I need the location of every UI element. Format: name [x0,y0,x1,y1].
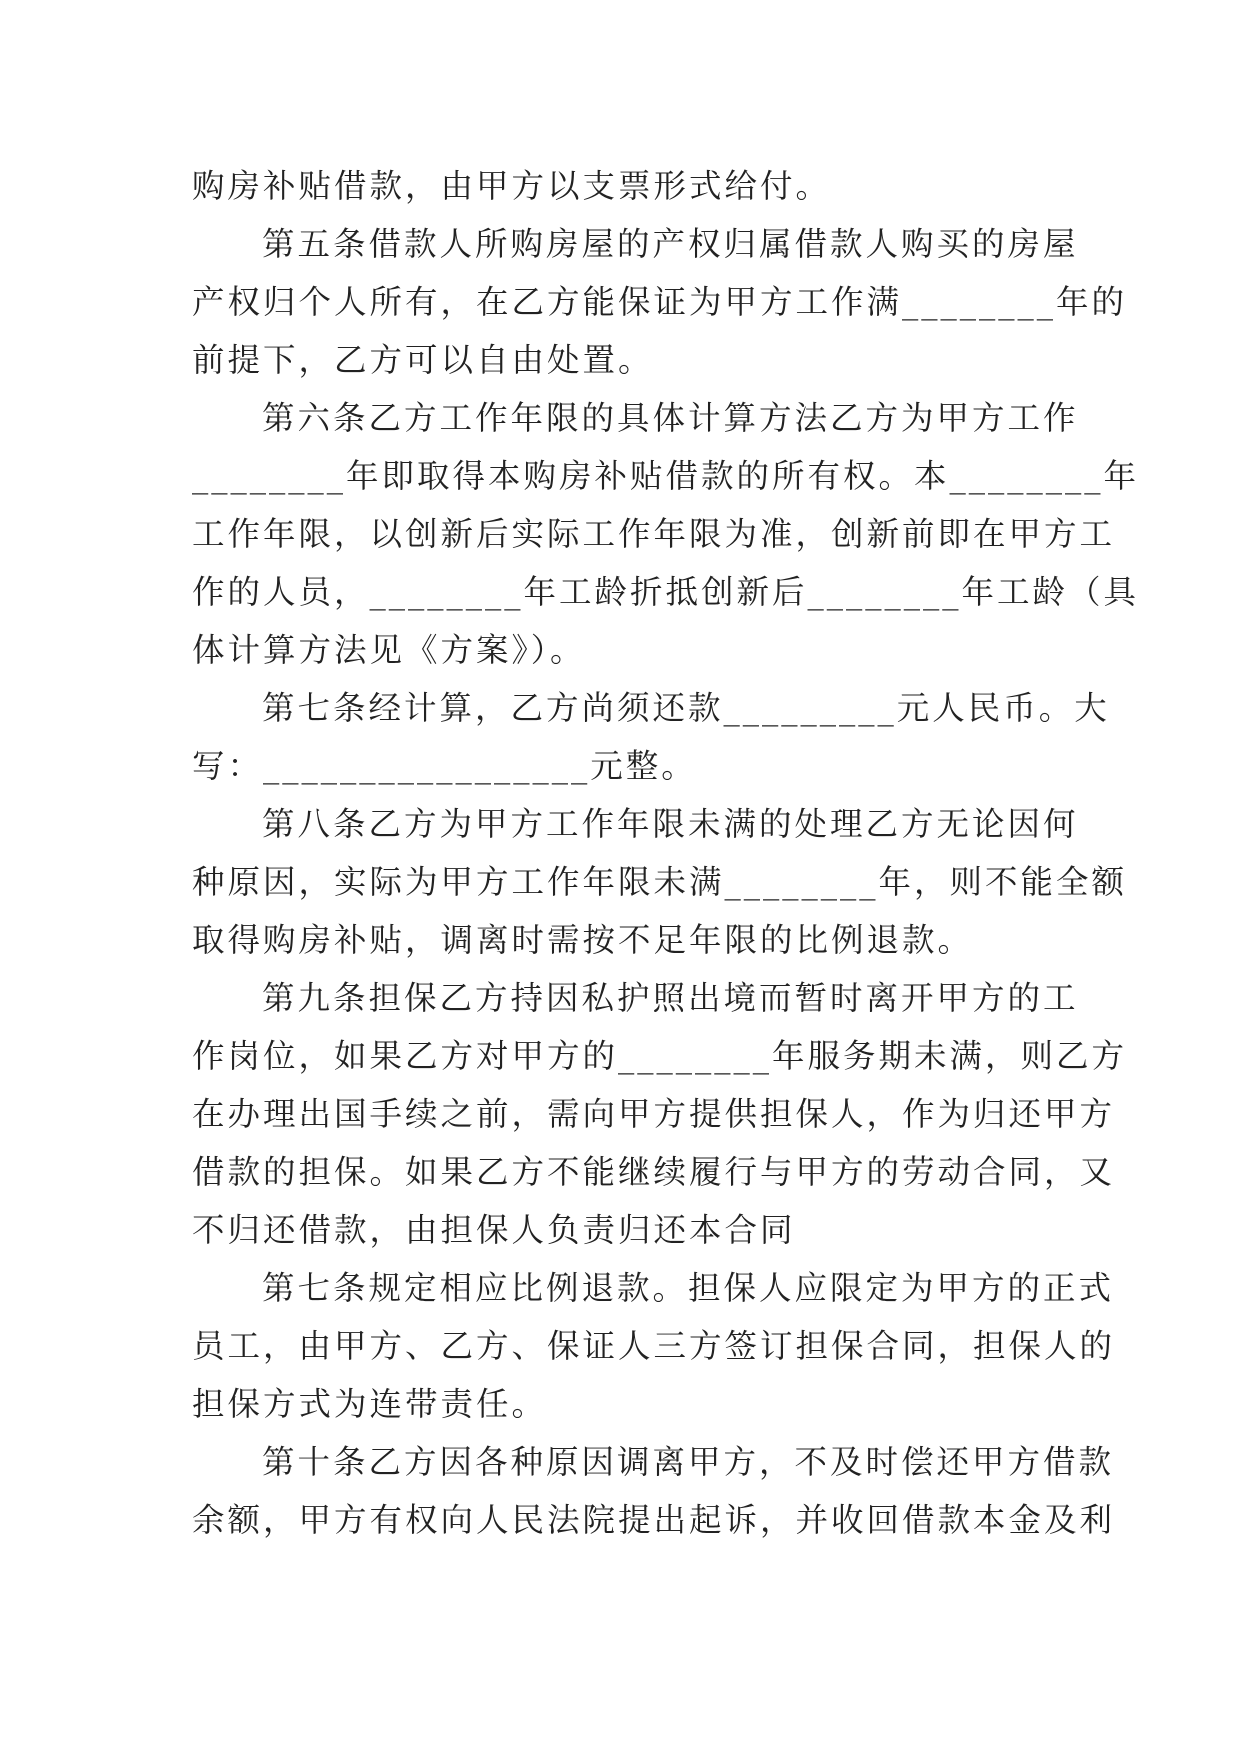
text-line: 第六条乙方工作年限的具体计算方法乙方为甲方工作 [262,399,1079,437]
text-line: 第七条规定相应比例退款。担保人应限定为甲方的正式 [262,1269,1115,1307]
text-line: 担保方式为连带责任。 [192,1385,548,1423]
text-line: 第七条经计算，乙方尚须还款_________元人民币。大 [262,689,1110,727]
text-line: 第十条乙方因各种原因调离甲方，不及时偿还甲方借款 [262,1443,1115,1481]
text-line: 员工，由甲方、乙方、保证人三方签订担保合同，担保人的 [192,1327,1116,1365]
text-line: 第五条借款人所购房屋的产权归属借款人购买的房屋 [262,225,1079,263]
text-line: 作的人员，________年工龄折抵创新后________年工龄（具 [192,573,1140,611]
text-line: 在办理出国手续之前，需向甲方提供担保人，作为归还甲方 [192,1095,1116,1133]
text-line: 余额，甲方有权向人民法院提出起诉，并收回借款本金及利 [192,1501,1116,1539]
text-line: ________年即取得本购房补贴借款的所有权。本________年 [192,457,1140,495]
text-line: 种原因，实际为甲方工作年限未满________年，则不能全额 [192,863,1128,901]
text-line: 产权归个人所有，在乙方能保证为甲方工作满________年的 [192,283,1128,321]
text-line: 取得购房补贴，调离时需按不足年限的比例退款。 [192,921,974,959]
text-line: 前提下，乙方可以自由处置。 [192,341,654,379]
text-line: 借款的担保。如果乙方不能继续履行与甲方的劳动合同，又 [192,1153,1116,1191]
text-line: 第九条担保乙方持因私护照出境而暂时离开甲方的工 [262,979,1079,1017]
text-line: 体计算方法见《方案》）。 [192,631,586,669]
text-line: 工作年限，以创新后实际工作年限为准，创新前即在甲方工 [192,515,1116,553]
text-line: 购房补贴借款，由甲方以支票形式给付。 [192,167,832,205]
text-line: 作岗位，如果乙方对甲方的________年服务期未满，则乙方 [192,1037,1128,1075]
text-line: 写：_________________元整。 [192,747,697,785]
text-line: 不归还借款，由担保人负责归还本合同 [192,1211,796,1249]
text-line: 第八条乙方为甲方工作年限未满的处理乙方无论因何 [262,805,1079,843]
document-body [192,157,1140,1549]
